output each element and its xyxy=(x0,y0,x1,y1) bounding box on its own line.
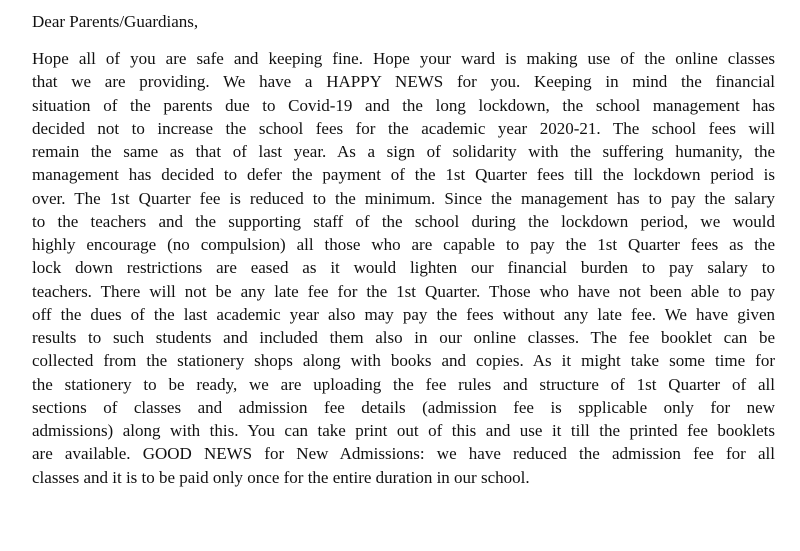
body-line: decided not to increase the school fees for the academic year 2020-21. The school fees will xyxy=(32,118,775,138)
body-line: management has decided to defer the payment of the 1st Quarter fees till the lockdown period is xyxy=(32,165,775,185)
body-line: remain the same as that of last year. As a sign of solidarity with the suffering humanity, the xyxy=(32,142,775,161)
body-line: classes and it is to be paid only once for the entire duration in our school. xyxy=(32,467,530,487)
body-line: Hope all of you are safe and keeping fine. Hope your ward is making use of the online classes xyxy=(32,49,775,68)
body-line: results to such students and included them also in our online classes. The fee booklet can be xyxy=(32,328,775,347)
body-line: lock down restrictions are eased as it would lighten our financial burden to pay salary to xyxy=(32,258,775,278)
letter-salutation: Dear Parents/Guardians, xyxy=(32,12,199,31)
body-line: admissions) along with this. You can take print out of this and use it till the printed fee booklets xyxy=(32,421,775,440)
body-line: off the dues of the last academic year also may pay the fees without any late fee. We have given xyxy=(32,304,775,324)
letter-body xyxy=(32,47,775,489)
body-line: situation of the parents due to Covid-19 and the long lockdown, the school management has xyxy=(32,95,775,115)
body-line: over. The 1st Quarter fee is reduced to the minimum. Since the management has to pay the salary xyxy=(32,188,775,208)
body-line: that we are providing. We have a HAPPY NEWS for you. Keeping in mind the financial xyxy=(32,72,775,92)
body-line: are available. GOOD NEWS for New Admissions: we have reduced the admission fee for all xyxy=(32,444,775,464)
body-line: to the teachers and the supporting staff of the school during the lockdown period, we would xyxy=(32,211,775,231)
body-line: collected from the stationery shops along with books and copies. As it might take some time for xyxy=(32,351,775,371)
body-line: highly encourage (no compulsion) all those who are capable to pay the 1st Quarter fees as the xyxy=(32,235,775,254)
body-line: teachers. There will not be any late fee for the 1st Quarter. Those who have not been able to pay xyxy=(32,281,775,301)
body-line: the stationery to be ready, we are uploading the fee rules and structure of 1st Quarter of all xyxy=(32,374,775,394)
body-line: sections of classes and admission fee details (admission fee is spplicable only for new xyxy=(32,397,775,417)
